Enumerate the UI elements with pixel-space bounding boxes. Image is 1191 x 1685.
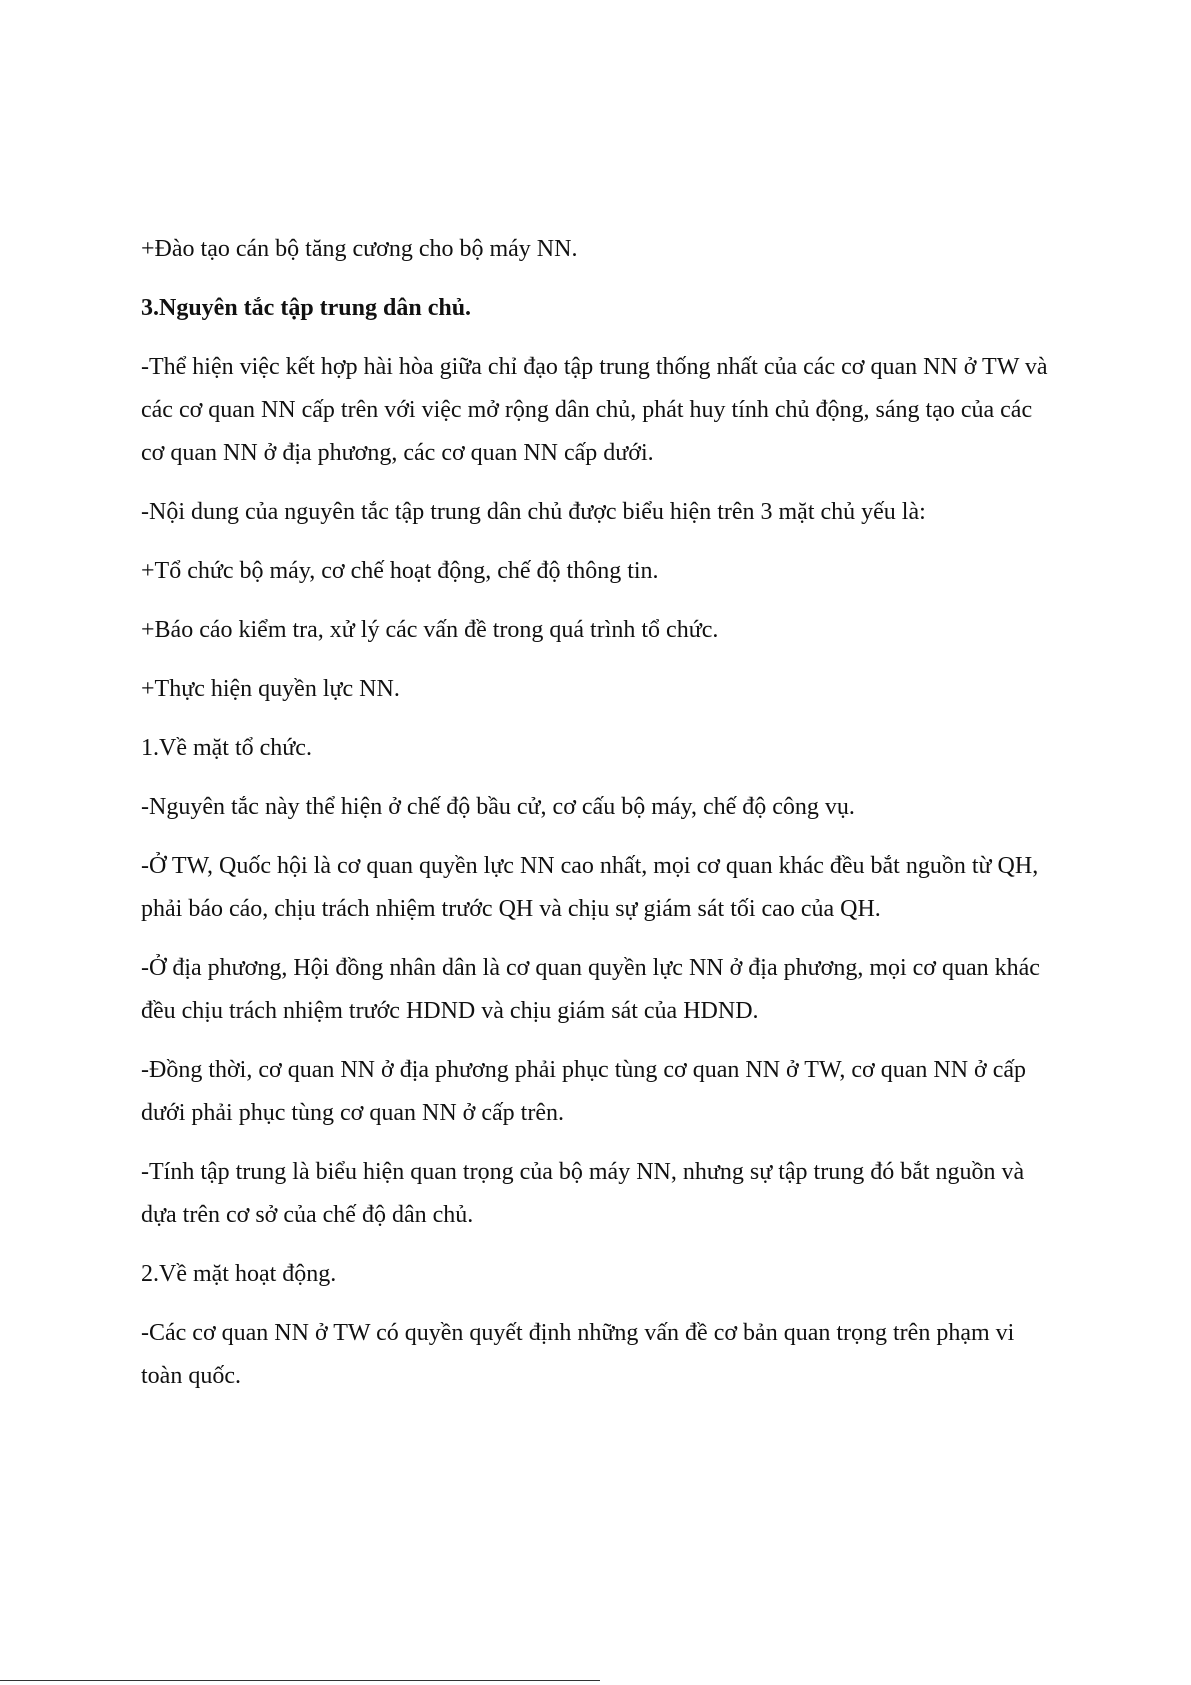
paragraph-election: -Nguyên tắc này thể hiện ở chế độ bầu cử, cơ cấu bộ máy, chế độ công vụ. (141, 794, 855, 820)
paragraph-subordination: -Đồng thời, cơ quan NN ở địa phương phải phục tùng cơ quan NN ở TW, cơ quan NN ở cấp dưới phải phục tùng cơ quan NN ở cấp trên. (141, 1057, 1027, 1126)
document-body (141, 228, 1061, 1414)
list-item-reporting: +Báo cáo kiểm tra, xử lý các vấn đề trong quá trình tổ chức. (141, 617, 719, 643)
subheading-organization: 1.Về mặt tổ chức. (141, 735, 312, 761)
list-item-organization: +Tổ chức bộ máy, cơ chế hoạt động, chế độ thông tin. (141, 558, 659, 584)
page-bottom-rule (0, 1680, 600, 1681)
list-item-power: +Thực hiện quyền lực NN. (141, 676, 400, 702)
subheading-activity: 2.Về mặt hoạt động. (141, 1261, 337, 1287)
paragraph-national-assembly: -Ở TW, Quốc hội là cơ quan quyền lực NN cao nhất, mọi cơ quan khác đều bắt nguồn từ QH, phải báo cáo, chịu trách nhiệm trước QH và chịu sự giám sát tối cao của QH. (141, 853, 1039, 922)
paragraph-peoples-council: -Ở địa phương, Hội đồng nhân dân là cơ quan quyền lực NN ở địa phương, mọi cơ quan khác đều chịu trách nhiệm trước HDND và chịu giám sát của HDND. (141, 955, 1040, 1024)
paragraph-central-authority: -Các cơ quan NN ở TW có quyền quyết định những vấn đề cơ bản quan trọng trên phạm vi toàn quốc. (141, 1320, 1015, 1389)
section-heading-democratic-centralism: 3.Nguyên tắc tập trung dân chủ. (141, 295, 472, 321)
paragraph-training: +Đào tạo cán bộ tăng cương cho bộ máy NN. (141, 236, 578, 262)
paragraph-centralization: -Tính tập trung là biểu hiện quan trọng của bộ máy NN, nhưng sự tập trung đó bắt nguồn và dựa trên cơ sở của chế độ dân chủ. (141, 1159, 1025, 1228)
paragraph-principle-definition: -Thể hiện việc kết hợp hài hòa giữa chỉ đạo tập trung thống nhất của các cơ quan NN ở TW và các cơ quan NN cấp trên với việc mở rộng dân chủ, phát huy tính chủ động, sáng tạo của các cơ quan NN ở địa phương, các cơ quan NN cấp dưới. (141, 354, 1048, 466)
paragraph-principle-content: -Nội dung của nguyên tắc tập trung dân chủ được biểu hiện trên 3 mặt chủ yếu là: (141, 499, 926, 525)
